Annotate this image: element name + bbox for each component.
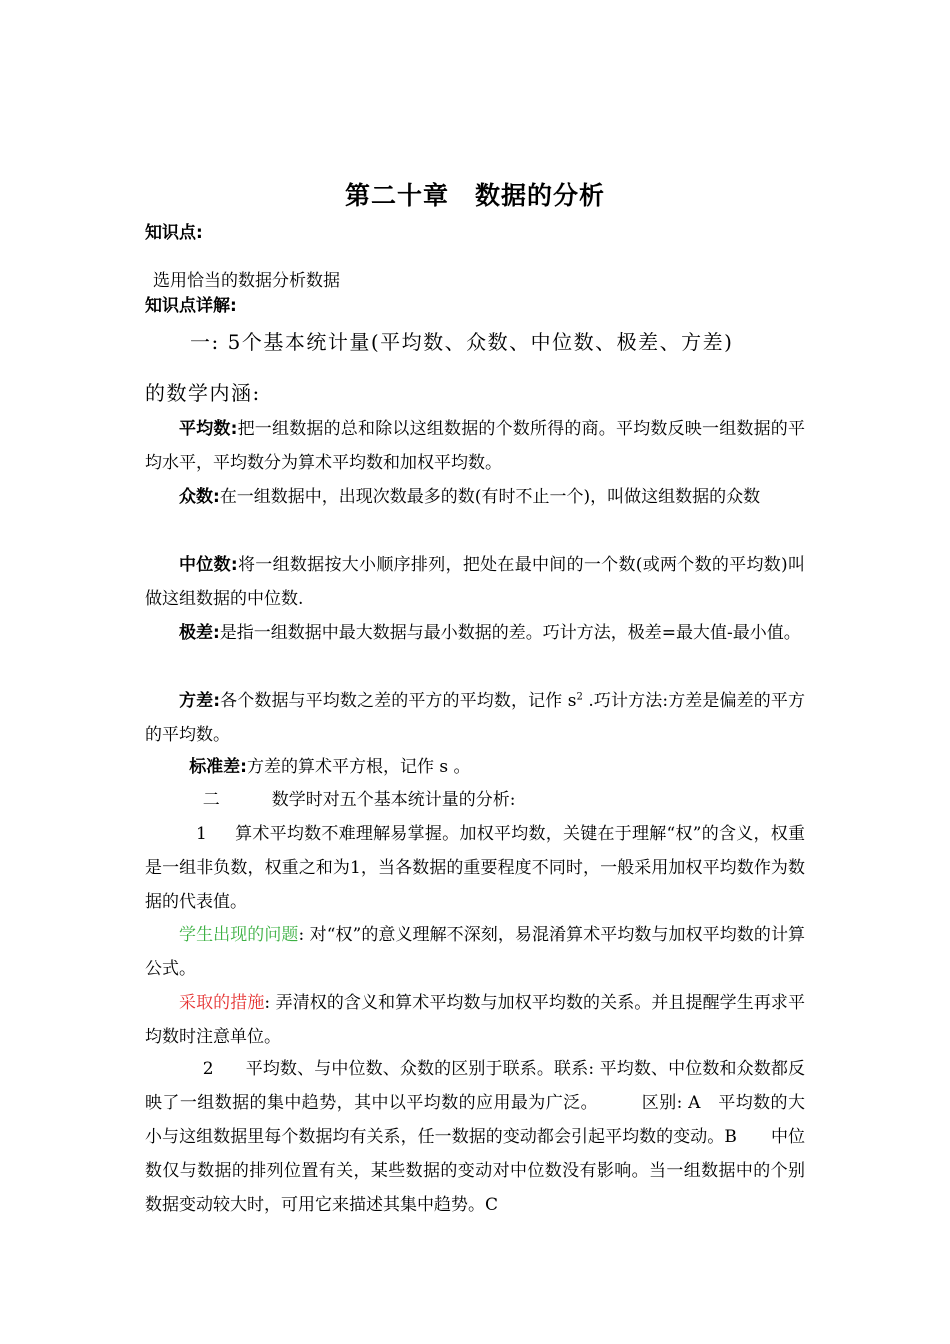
mode-text: 在一组数据中，出现次数最多的数(有时不止一个)，叫做这组数据的众数 [219,487,761,507]
variance-text-b: .巧计方法:方差是偏差的平方的平均数。 [145,691,805,745]
knowledge-point-text: 选用恰当的数据分析数据 [153,271,340,291]
knowledge-point-heading: 知识点: [145,223,203,243]
section-two-num: 二 [202,790,220,810]
range-label: 极差: [179,623,220,643]
std-label: 标准差: [189,757,247,777]
mode-label: 众数: [179,487,220,507]
range-text: 是指一组数据中最大数据与最小数据的差。巧计方法，极差=最大值-最小值。 [219,623,801,643]
page-title: 第二十章 数据的分析 [344,181,605,210]
point2-num: 2 [202,1059,214,1079]
point1-text: 算术平均数不难理解易掌握。加权平均数，关键在于理解“权”的含义，权重是一组非负数，权重之和为1，当各数据的重要程度不同时，一般采用加权平均数作为数据的代表值。 [145,824,805,912]
mean-text: 把一组数据的总和除以这组数据的个数所得的商。平均数反映一组数据的平均水平，平均数分为算术平均数和加权平均数。 [145,419,805,473]
measure-label: 采取的措施 [179,993,265,1013]
definition-median [145,548,805,616]
median-label: 中位数: [179,555,238,575]
section-one-line1: 一: 5个基本统计量(平均数、众数、中位数、极差、方差) [190,330,734,354]
section-two-title: 数学时对五个基本统计量的分析: [271,790,516,810]
definition-range [145,616,805,650]
section-one-line2: 的数学内涵: [145,381,261,405]
definition-variance [145,684,805,752]
analysis-point-2 [145,1052,805,1222]
measure-text: : 弄清权的含义和算术平均数与加权平均数的关系。并且提醒学生再求平均数时注意单位。 [145,993,805,1047]
definition-mean [145,412,805,480]
point1-num: 1 [196,824,207,844]
point2-text: 平均数、与中位数、众数的区别于联系。联系: 平均数、中位数和众数都反映了一组数据的集中趋势，其中以平均数的应用最为广泛。 区别: A 平均数的大小与这组数据里每个数据均有关系，任一数据的变动都会引起平均数的变动。B 中位数仅与数据的排列位置有关，某些数据的变动对中位数没有影响。当一组数据中的个别数据变动较大时，可用它来描述其集中趋势。C [145,1059,805,1215]
definition-mode [145,480,805,514]
problem-text: : 对“权”的意义理解不深刻，易混淆算术平均数与加权平均数的计算公式。 [145,925,806,979]
std-text: 方差的算术平方根，记作 s 。 [247,757,471,777]
analysis-point-1 [145,817,805,919]
detail-heading: 知识点详解: [145,296,237,316]
definition-std [145,750,805,784]
variance-superscript: 2 [576,691,583,703]
problem-label: 学生出现的问题 [179,925,299,945]
teaching-measure [145,986,805,1054]
student-problem [145,918,805,986]
variance-text-a: 各个数据与平均数之差的平方的平均数，记作 s [220,691,577,711]
mean-label: 平均数: [179,419,238,439]
variance-label: 方差: [179,691,221,711]
median-text: 将一组数据按大小顺序排列，把处在最中间的一个数(或两个数的平均数)叫做这组数据的中位数. [145,555,805,609]
section-two-heading [145,783,805,817]
